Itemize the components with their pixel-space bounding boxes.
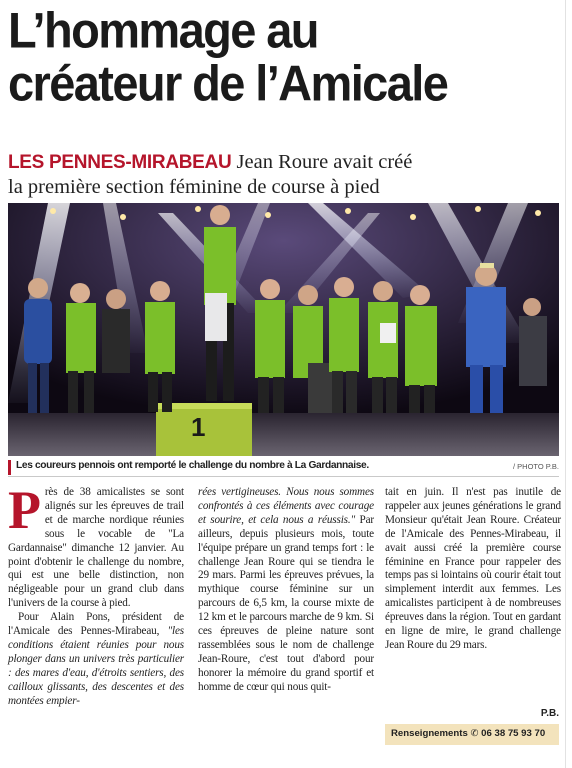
headline-line-1: L’hommage au (8, 1, 318, 59)
author-signature: P.B. (540, 708, 559, 719)
article-photo (8, 203, 559, 456)
article-text: rès de 38 amicalistes se sont alignés sur les épreuves de trail et de marche nordique réunies sous le vocable de "La Gardannaise" dimanche 12 janvier. Au point d'obtenir le challenge du nombre, qui est une belle distinction, non négligeable pour un grand club dans l'univers de la course à pied. (8, 486, 184, 610)
article-column-1 (8, 480, 184, 709)
article-text: Par ailleurs, depuis plusieurs mois, toute l'équipe prépare un grand temps fort : le challenge Jean Roure qui se tiendra le 29 mars. Parmi les épreuves prévues, la mythique course féminine sur un parcours de 6,5 km, la course mixte de 12 km et le parcours marche de 9 km. Si ces épreuves de pleine nature sont rassemblées sous le nom de challenge Jean-Roure, c'est tout d'abord pour honorer la mémoire du grand sportif et homme de cœur qui nous quit- (198, 513, 374, 693)
article-column-3 (385, 486, 561, 653)
caption-accent-bar (8, 460, 11, 475)
quote-text: "les conditions étaient réunies pour nous plonger dans un univers très particulier : des mares d'eau, d'étroits sentiers, des cailloux glissants, des descentes et des montées empier- (8, 625, 184, 707)
info-box (385, 724, 559, 745)
photo-illustration (8, 203, 559, 456)
page-divider (565, 0, 566, 768)
deck-subtitle (8, 150, 564, 200)
article-column-2 (198, 486, 374, 695)
photo-caption-row (8, 459, 559, 477)
deck-text-2: la première section féminine de course à pied (8, 176, 380, 198)
info-phone: 06 38 75 93 70 (481, 728, 546, 739)
location-kicker: LES PENNES-MIRABEAU (8, 152, 232, 173)
photo-credit: / PHOTO P.B. (513, 462, 559, 471)
article-text: Pour Alain Pons, président de l'Amicale des Pennes-Mirabeau, (8, 611, 184, 638)
article-paragraph (198, 486, 374, 695)
deck-text-1: Jean Roure avait créé (236, 151, 413, 173)
article-paragraph (8, 611, 184, 708)
photo-caption: Les coureurs pennois ont remporté le challenge du nombre à La Gardannaise. (16, 460, 369, 471)
info-label: Renseignements (391, 728, 468, 739)
phone-icon: ✆ (470, 728, 479, 739)
article-paragraph (385, 486, 561, 653)
drop-cap: P (8, 480, 41, 540)
podium-number: 1 (191, 412, 206, 442)
headline-line-2: créateur de l’Amicale (8, 54, 448, 112)
headline (8, 1, 564, 112)
article-text: tait en juin. Il n'est pas inutile de rappeler aux jeunes générations le grand Monsieur qu'était Jean Roure. Créateur de l'Amicale des Pennes-Mirabeau, il avait aussi créé la première course féminine en France pour rappeler des temps pas si lointains où courir était tout simplement interdit aux femmes. Les amicalistes participent à de nombreuses épreuves dans la région. Tout en gardant en ligne de mire, le grand challenge Jean Roure du 29 mars. (385, 486, 561, 651)
article-paragraph (8, 480, 184, 611)
quote-text: rées vertigineuses. Nous nous sommes confrontés à ces éléments avec courage et sourire, et cela nous a réussis." (198, 486, 374, 526)
